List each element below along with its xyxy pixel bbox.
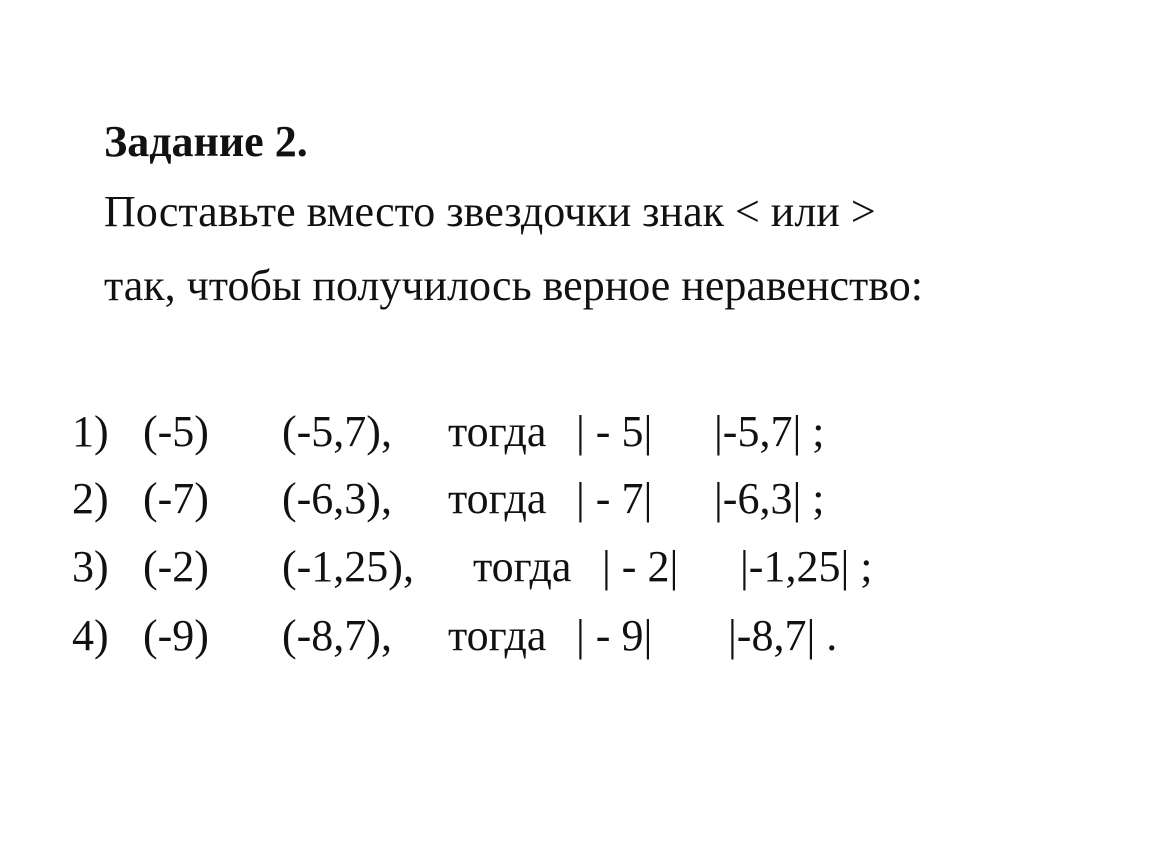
exercise-abs-right: |-6,3| ; [714,474,825,523]
exercise-row [0,606,1150,666]
exercise-right-value: (-5,7), [282,407,392,456]
exercise-left-value: (-2) [143,542,209,591]
exercise-abs-left: | - 2| [602,542,679,591]
exercise-then-word: тогда [473,542,572,591]
exercise-number: 4) [72,611,109,660]
exercise-number: 3) [72,542,109,591]
exercise-row [0,402,1150,462]
exercise-abs-left: | - 7| [576,474,653,523]
exercise-then-word: тогда [448,474,547,523]
task-title: Задание 2. [104,117,308,166]
exercise-abs-left: | - 9| [576,611,653,660]
exercise-abs-right: |-8,7| . [728,611,838,660]
exercise-right-value: (-8,7), [282,611,392,660]
exercise-row [0,469,1150,529]
exercise-row [0,537,1150,597]
exercise-abs-right: |-5,7| ; [714,407,825,456]
task-instruction-line-1: Поставьте вместо звездочки знак < или > [104,187,876,236]
exercise-abs-right: |-1,25| ; [740,542,873,591]
task-instruction-line-2: так, чтобы получилось верное неравенство: [104,261,923,310]
exercise-left-value: (-7) [143,474,209,523]
exercise-left-value: (-5) [143,407,209,456]
exercise-left-value: (-9) [143,611,209,660]
exercise-number: 2) [72,474,109,523]
exercise-then-word: тогда [448,407,547,456]
exercise-right-value: (-1,25), [282,542,414,591]
exercise-right-value: (-6,3), [282,474,392,523]
exercise-then-word: тогда [448,611,547,660]
exercise-number: 1) [72,407,109,456]
exercise-abs-left: | - 5| [576,407,653,456]
